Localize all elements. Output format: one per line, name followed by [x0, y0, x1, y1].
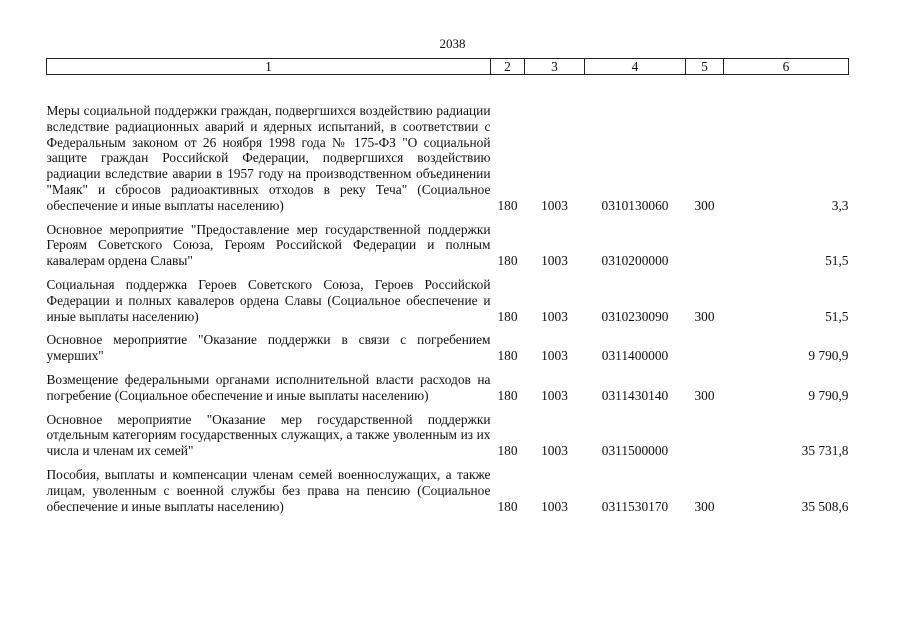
table-body	[47, 75, 849, 515]
table-row	[47, 404, 849, 459]
header-col-5: 5	[686, 59, 724, 75]
header-row	[47, 59, 849, 75]
table-row	[47, 459, 849, 514]
row-amount: 9 790,9	[808, 387, 849, 403]
budget-table	[46, 58, 849, 514]
row-col-2: 180	[497, 498, 518, 514]
header-col-4: 4	[585, 59, 686, 75]
row-amount: 51,5	[825, 308, 849, 324]
row-col-3: 1003	[541, 308, 568, 324]
row-col-2: 180	[497, 348, 518, 364]
page-number: 2038	[439, 36, 466, 51]
row-col-5	[686, 324, 724, 364]
row-col-3: 1003	[541, 498, 568, 514]
table-row	[47, 214, 849, 269]
row-amount: 9 790,9	[808, 348, 849, 364]
row-description: Пособия, выплаты и компенсации членам семей военнослужащих, а также лицам, уволенным с военной службы без права на пенсию (Социальное обеспечение и иные выплаты населению)	[46, 466, 491, 514]
table-row	[47, 324, 849, 364]
row-col-5	[686, 214, 724, 269]
table-header	[47, 59, 849, 75]
row-col-3: 1003	[541, 197, 568, 213]
row-col-2: 180	[497, 387, 518, 403]
row-description: Основное мероприятие "Предоставление мер государственной поддержки Героям Советского Союза, Героям Российской Федерации и полным кавалерам ордена Славы"	[46, 221, 491, 269]
row-col-3: 1003	[541, 253, 568, 269]
row-col-5: 300	[694, 197, 715, 213]
header-col-6: 6	[724, 59, 849, 75]
row-col-5: 300	[694, 387, 715, 403]
header-col-3: 3	[525, 59, 585, 75]
row-col-4: 0310130060	[601, 197, 669, 213]
row-col-2: 180	[497, 197, 518, 213]
row-description: Социальная поддержка Героев Советского Союза, Героев Российской Федерации и полных кавалеров ордена Славы (Социальное обеспечение и иные выплаты населению)	[46, 276, 491, 324]
row-col-5: 300	[694, 308, 715, 324]
row-col-2: 180	[497, 253, 518, 269]
row-col-4: 0311400000	[601, 348, 669, 364]
table-row	[47, 364, 849, 404]
table-row	[47, 269, 849, 324]
row-col-4: 0311430140	[601, 387, 669, 403]
table-row	[47, 75, 849, 214]
row-col-2: 180	[497, 443, 518, 459]
row-col-4: 0311530170	[601, 498, 669, 514]
row-description: Основное мероприятие "Оказание мер государственной поддержки отдельным категориям государственных служащих, а также уволенным из их числа и членам их семей"	[46, 411, 491, 459]
row-col-3: 1003	[541, 348, 568, 364]
row-col-3: 1003	[541, 443, 568, 459]
row-col-3: 1003	[541, 387, 568, 403]
row-col-5: 300	[694, 498, 715, 514]
row-amount: 35 508,6	[801, 498, 849, 514]
row-amount: 35 731,8	[801, 443, 849, 459]
row-description: Основное мероприятие "Оказание поддержки в связи с погребением умерших"	[46, 332, 491, 364]
row-description: Возмещение федеральными органами исполнительной власти расходов на погребение (Социальное обеспечение и иные выплаты населению)	[46, 371, 491, 403]
row-col-4: 0310230090	[601, 308, 669, 324]
row-amount: 51,5	[825, 253, 849, 269]
row-amount: 3,3	[831, 197, 849, 213]
row-description: Меры социальной поддержки граждан, подвергшихся воздействию радиации вследствие радиационных аварий и ядерных испытаний, в соответствии с Федеральным законом от 26 ноября 1998 года № 175-ФЗ "О социальной защите граждан Российской Федерации, подвергшихся воздействию радиации вследствие аварии в 1957 году на производственном объединении "Маяк" и сбросов радиоактивных отходов в реку Теча" (Социальное обеспечение и иные выплаты населению)	[46, 103, 491, 213]
row-col-5	[686, 404, 724, 459]
header-col-2: 2	[491, 59, 525, 75]
row-col-2: 180	[497, 308, 518, 324]
row-col-4: 0311500000	[601, 443, 669, 459]
row-col-4: 0310200000	[601, 253, 669, 269]
header-col-1: 1	[47, 59, 491, 75]
